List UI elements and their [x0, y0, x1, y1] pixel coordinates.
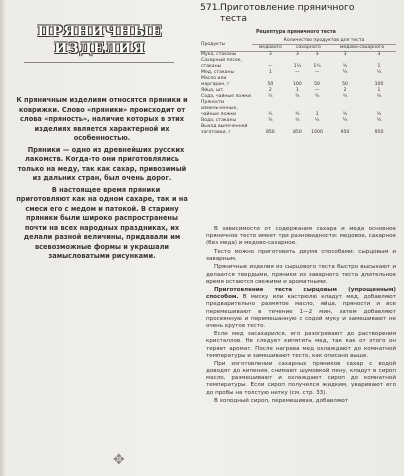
row-value: ¼ — [376, 70, 382, 75]
row-value: ¾ — [342, 64, 348, 69]
method-paragraph — [206, 287, 396, 330]
row-value: ¼ — [342, 70, 348, 75]
row-value: ¾ — [268, 94, 273, 99]
intro-paragraph-1: К пряничным изделиям относятся пряники и коврижки. Слово «пряники» происходит от слова «пряность», наличие которых в этих изделиях является характерной их особенностью. — [16, 96, 188, 142]
table-caption: Рецептура пряничного теста — [256, 30, 336, 35]
table-row — [200, 58, 396, 70]
row-value: 1 — [377, 88, 381, 93]
row-value: 950 — [340, 130, 350, 135]
row-value: 3 — [295, 52, 299, 57]
row-product-name: Сахарный песок, стаканы — [201, 58, 242, 69]
row-value: ¼ — [295, 118, 300, 123]
body-paragraph-4: Если мед засахарился, его разогревают до растворения кристаллов. Не следует кипятить мед, так как от этого он теряет аромат. После нагрева мед охлаждают до комнатной температуры и замешивают тесто, как описано выше. — [206, 331, 396, 359]
row-value: ¼ — [376, 118, 382, 123]
subhead-honey: медового — [252, 45, 289, 52]
row-value: ¼ — [268, 118, 273, 123]
row-value: ¼ — [314, 118, 320, 123]
row-value: 3 — [377, 52, 381, 57]
recipe-table-body — [200, 52, 396, 137]
row-value: — — [314, 88, 320, 93]
row-value: 50 — [314, 82, 320, 87]
row-value: 850 — [265, 130, 275, 135]
row-value: ¾ — [295, 112, 300, 117]
row-value: 1¾ — [313, 64, 321, 69]
row-product-name: Выход выпеченной заготовки, г — [201, 124, 248, 135]
row-value: 1 — [315, 112, 319, 117]
row-value: — — [295, 70, 300, 75]
right-column — [200, 0, 404, 476]
row-value: ¾ — [342, 112, 348, 117]
intro-text — [16, 96, 188, 264]
row-value: 2 — [343, 88, 347, 93]
subhead-sugar: сахарного — [289, 45, 328, 52]
section-title-line-2: ИЗДЕЛИЯ — [54, 41, 146, 57]
recipe-number: 571. — [200, 2, 221, 13]
body-paragraph-1: В зависимости от содержания сахара и меда основное пряничное тесто имеет три разновидности: медовое, сахарное (без меда) и медово-сахарное. — [206, 226, 396, 247]
row-value: 1¼ — [293, 64, 302, 69]
table-row — [200, 76, 396, 88]
row-value: 3 — [315, 52, 319, 57]
row-value: ¾ — [295, 94, 300, 99]
row-value: ¾ — [342, 94, 348, 99]
row-value: 1000 — [311, 130, 323, 135]
group-header: Количество продуктов для теста — [252, 38, 396, 45]
row-value: 2 — [268, 88, 272, 93]
row-value: — — [268, 64, 273, 69]
intro-paragraph-2: Пряники — одно из древнейших русских лакомств. Когда-то они приготовлялись только на меду, так как сахар, привозимый из дальних стран, был очень дорог. — [17, 145, 187, 182]
body-paragraph-5: При изготовлении сахарных пряников сахар с водой доводят до кипения, снимают шумовкой пену, кладут в сироп масло, размешивают и охлаждают сироп до комнатной температуры. Если сироп получился жидким, уваривают его до пробы на толстую нитку (см. стр. 33). — [206, 361, 396, 396]
row-product-name: Вода, стаканы — [201, 118, 237, 123]
row-value: 50 — [267, 82, 274, 87]
row-value: 1 — [377, 64, 381, 69]
row-product-name: Сода, чайные ложки — [201, 94, 252, 99]
table-row — [200, 124, 396, 136]
row-value: ¼ — [342, 118, 348, 123]
row-value: 3 — [343, 52, 347, 57]
row-value: ¾ — [376, 112, 382, 117]
section-title-line-1: ПРЯНИЧНЫЕ — [37, 24, 163, 40]
row-value: 100 — [374, 82, 384, 87]
body-paragraph-2: Тесто можно приготовить двумя способами: сырцовым и заварным. — [206, 248, 396, 262]
recipe-title: Приготовление пряничного теста — [220, 2, 355, 24]
body-paragraph-3: Пряничные изделия из сырцового теста быстро высыхают и делаются твердыми, пряники из заварного теста длительное время остаются свежими и ароматными. — [206, 264, 396, 285]
recipe-table — [200, 38, 396, 136]
ornament-icon: ✥ — [113, 452, 125, 468]
row-product-name: Масло или маргарин, г — [201, 76, 230, 87]
row-product-name: Мед, стаканы — [201, 70, 235, 75]
row-value: 3 — [268, 52, 272, 57]
recipe-heading — [200, 2, 400, 24]
title-divider — [24, 62, 174, 63]
row-value: 1 — [295, 88, 299, 93]
method-text: В миску или кастрюлю кладут мед, добавляют предварительно размятое масло, яйца, пряности и все перемешивают в течение 1—2 мин, затем добавляют просеянную и перемешанную с содой муку и замешивают не очень крутое тесто. — [206, 294, 396, 329]
row-value: 850 — [292, 130, 302, 135]
section-title — [22, 24, 178, 58]
row-product-name: Яйца, шт. — [201, 88, 225, 93]
body-paragraph-6: В холодный сироп, перемешивая, добавляют — [214, 398, 349, 405]
row-value: ¾ — [268, 112, 273, 117]
subhead-honey-sugar: медово-сахарного — [328, 45, 396, 52]
col-products-header: Продукты — [200, 38, 252, 52]
row-value: 1 — [268, 70, 272, 75]
row-value: 950 — [374, 130, 384, 135]
row-value: — — [314, 70, 320, 75]
left-column — [0, 0, 200, 476]
row-product-name: Мука, стаканы — [201, 52, 237, 57]
method-heading: Приготовление теста сырцовым (упрощенным) способом. — [206, 287, 396, 301]
row-value: ¾ — [376, 94, 382, 99]
row-value: 100 — [292, 82, 302, 87]
row-product-name: Пряности измельченные, чайные ложки — [201, 100, 238, 117]
row-value: ¾ — [314, 94, 320, 99]
intro-paragraph-3: В настоящее время пряники приготовляют как на одном сахаре, так и на смеси его с медом и патокой. В старину пряники были широко распространены почти на всех народных праздниках, их делали разной величины, придавали им всевозможные формы и украшали замысловатыми рисунками. — [16, 185, 188, 260]
body-text — [206, 226, 396, 407]
row-value: 50 — [342, 82, 348, 87]
table-row — [200, 100, 396, 118]
